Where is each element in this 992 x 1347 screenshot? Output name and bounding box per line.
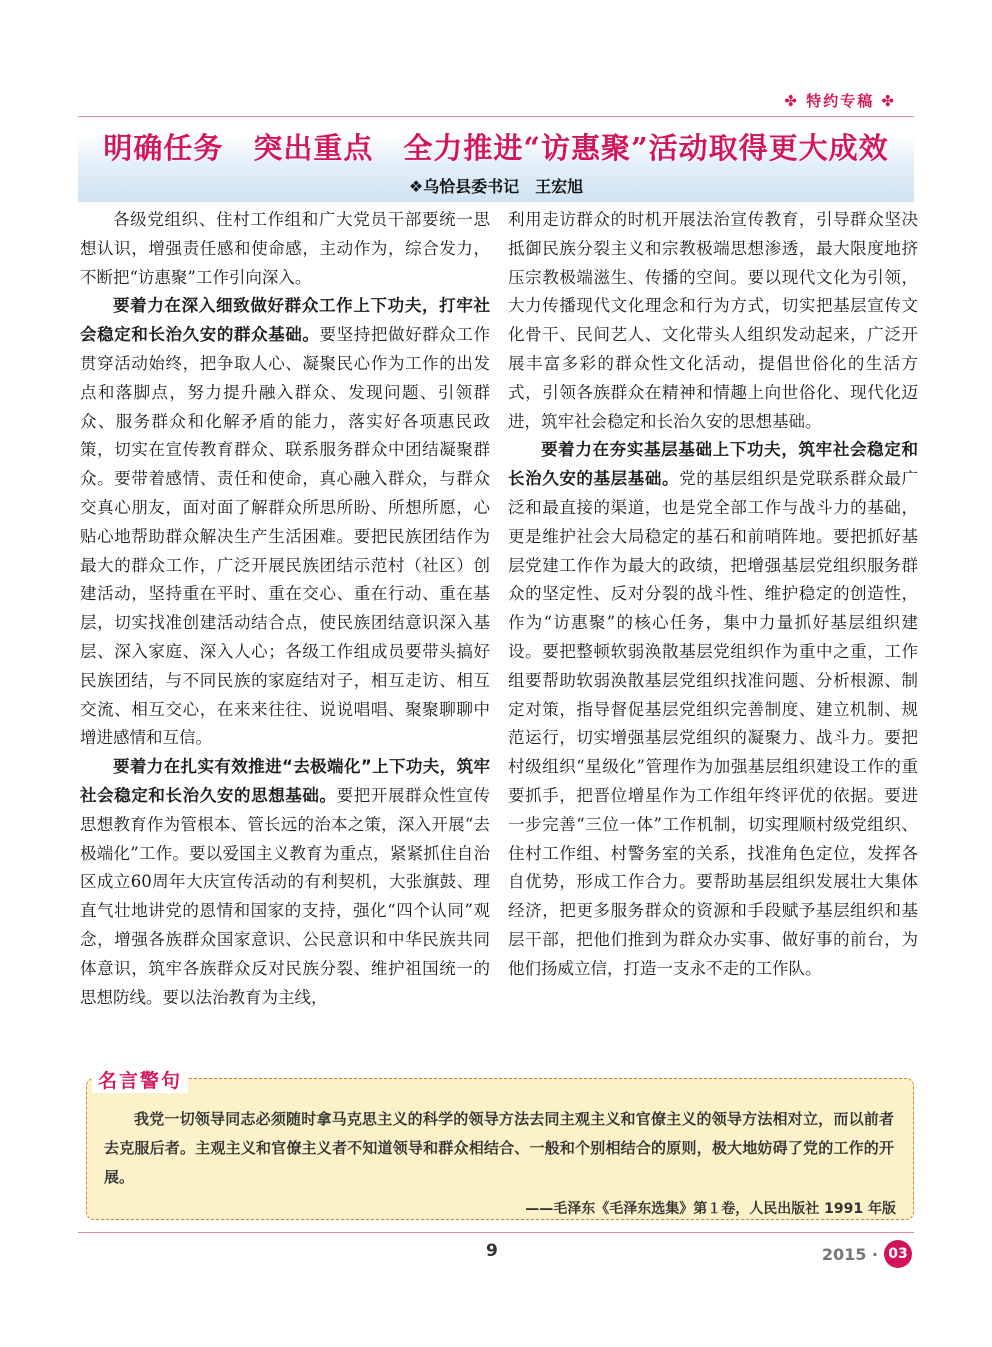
paragraph	[508, 436, 918, 983]
left-column	[80, 206, 490, 1012]
paragraph	[80, 206, 490, 292]
article-title: 明确任务 突出重点 全力推进“访惠聚”活动取得更大成效	[103, 131, 889, 165]
paragraph-text: 利用走访群众的时机开展法治宣传教育，引导群众坚决抵御民族分裂主义和宗教极端思想渗透，最大限度地挤压宗教极端滋生、传播的空间。要以现代文化为引领，大力传播现代文化理念和行为方式，切实把基层宣传文化骨干、民间艺人、文化带头人组织发动起来，广泛开展丰富多彩的群众性文化活动，提倡世俗化的生活方式，引领各族群众在精神和情趣上向世俗化、现代化迈进，筑牢社会稳定和长治久安的思想基础。	[508, 210, 918, 431]
section-tag: ✤ 特约专稿 ✤	[784, 92, 896, 110]
paragraph-lead: 要着力在夯实基层基础上下功夫，筑牢社会稳定和长治久安的基层基础。	[508, 440, 918, 489]
issue-info	[822, 1240, 912, 1268]
article-author: ❖乌恰县委书记 王宏旭	[408, 177, 584, 196]
paragraph-lead: 要着力在深入细致做好群众工作上下功夫，打牢社会稳定和长治久安的群众基础。	[80, 296, 490, 345]
paragraph-text: 要坚持把做好群众工作贯穿活动始终，把争取人心、凝聚民心作为工作的出发点和落脚点，努力提升融入群众、发现问题、引领群众、服务群众和化解矛盾的能力，落实好各项惠民政策，切实在宣传教育群众、联系服务群众中团结凝聚群众。要带着感情、责任和使命，真心融入群众，与群众交真心朋友，面对面了解群众所思所盼、所想所愿，心贴心地帮助群众解决生产生活困难。要把民族团结作为最大的群众工作，广泛开展民族团结示范村（社区）创建活动，坚持重在平时、重在交心、重在行动、重在基层，切实找准创建活动结合点，使民族团结意识深入基层、深入家庭、深入人心；各级工作组成员要带头搞好民族团结，与不同民族的家庭结对子，相互走访、相互交流、相互交心，在来来往往、说说唱唱、聚聚聊聊中增进感情和互信。	[80, 325, 491, 748]
paragraph	[80, 292, 490, 753]
paragraph	[80, 753, 490, 1012]
paragraph-text: 要把开展群众性宣传思想教育作为管根本、管长远的治本之策，深入开展“去极端化”工作。要以爱国主义教育为重点，紧紧抓住自治区成立60周年大庆宣传活动的有利契机，大张旗鼓、理直气壮地讲党的恩情和国家的支持，强化“四个认同”观念，增强各族群众国家意识、公民意识和中华民族共同体意识，筑牢各族群众反对民族分裂、维护祖国统一的思想防线。要以法治教育为主线，	[80, 785, 491, 1007]
quote-text: 我党一切领导同志必须随时拿马克思主义的科学的领导方法去同主观主义和官僚主义的领导方法相对立，而以前者去克服后者。主观主义和官僚主义者不知道领导和群众相结合、一般和个别相结合的原则，极大地妨碍了党的工作的开展。	[104, 1110, 894, 1186]
paragraph-text: 各级党组织、住村工作组和广大党员干部要统一思想认识，增强责任感和使命感，主动作为，综合发力，不断把“访惠聚”工作引向深入。	[80, 210, 490, 287]
header-divider	[78, 116, 914, 117]
paragraph-lead: 要着力在扎实有效推进“去极端化”上下功夫，筑牢社会稳定和长治久安的思想基础。	[80, 757, 490, 805]
footer-divider	[78, 1232, 914, 1233]
issue-badge: 03	[884, 1240, 912, 1268]
page-number: 9	[486, 1241, 498, 1261]
paragraph-text: 党的基层组织是党联系群众最广泛和最直接的渠道，也是党全部工作与战斗力的基础，更是维护社会大局稳定的基石和前哨阵地。要把抓好基层党建工作作为最大的政绩，把增强基层党组织服务群众的坚定性、反对分裂的战斗性、维护稳定的创造性，作为“访惠聚”的核心任务，集中力量抓好基层组织建设。要把整顿软弱涣散基层党组织作为重中之重，工作组要帮助软弱涣散基层党组织找准问题、分析根源、制定对策，指导督促基层党组织完善制度、建立机制、规范运行，切实增强基层党组织的凝聚力、战斗力。要把村级组织“星级化”管理作为加强基层组织建设工作的重要抓手，把晋位增星作为工作组年终评优的依据。要进一步完善“三位一体”工作机制，切实理顺村级党组织、住村工作组、村警务室的关系，找准角色定位，发挥各自优势，形成工作合力。要帮助基层组织发展壮大集体经济，把更多服务群众的资源和手段赋予基层组织和基层干部，把他们推到为群众办实事、做好事的前台，为他们扬威立信，打造一支永不走的工作队。	[508, 469, 919, 978]
quote-label: 名言警句	[92, 1066, 188, 1093]
right-column	[508, 206, 918, 984]
paragraph	[508, 206, 918, 436]
quote-source: ——毛泽东《毛泽东选集》第１卷，人民出版社 1991 年版	[525, 1201, 896, 1217]
issue-year: 2015 ·	[821, 1244, 878, 1264]
